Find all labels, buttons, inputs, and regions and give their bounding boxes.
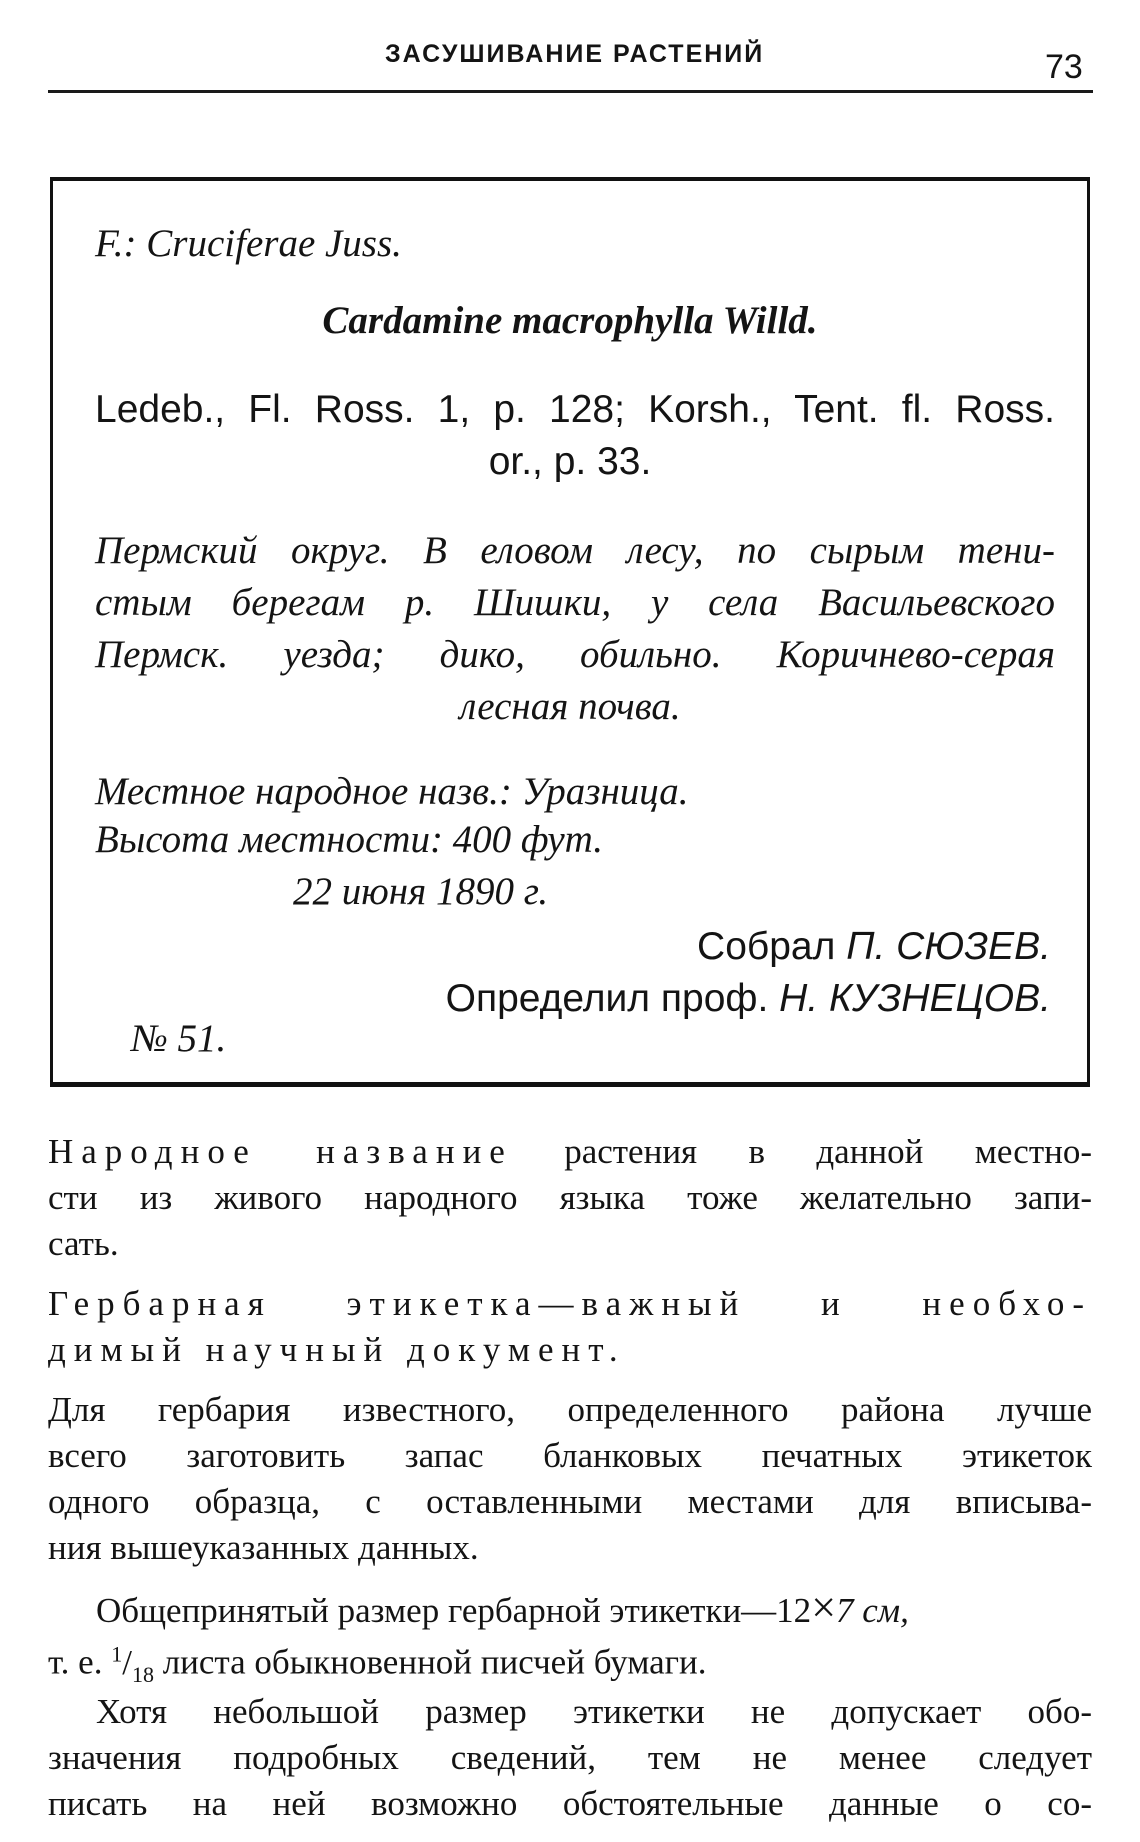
fraction-denominator: 18	[131, 1661, 154, 1687]
label-reference-line-1: Ledeb., Fl. Ross. 1, p. 128; Korsh., Tent. fl. Ross.	[95, 388, 1055, 431]
label-number: № 51.	[131, 1017, 227, 1060]
body-p3-line-3: одного образца, с оставленными местами для вписыва-	[48, 1482, 1092, 1521]
label-locality-line-3: Пермск. уезда; дико, обильно. Коричнево-серая	[95, 633, 1055, 676]
label-determined-by	[446, 977, 1051, 1021]
body-p4-text: Общепринятый размер гербарной этикетки—12	[96, 1591, 812, 1630]
body-p4-line-1	[96, 1583, 1092, 1633]
body-p5-line-2: значения подробных сведений, тем не менее следует	[48, 1738, 1092, 1777]
label-species: Cardamine macrophylla Willd.	[322, 299, 818, 342]
label-locality-line-4: лесная почва.	[459, 685, 681, 728]
body-p4-unit: см,	[862, 1591, 909, 1630]
label-reference-line-2: or., p. 33.	[488, 440, 652, 483]
body-p4-size-number: 7	[836, 1591, 854, 1630]
label-locality-line-1: Пермский округ. В еловом лесу, по сырым тени-	[95, 529, 1055, 572]
body-p1-line-1	[48, 1130, 1092, 1174]
fraction-numerator: 1	[111, 1641, 123, 1666]
label-collected-prefix: Собрал	[697, 925, 836, 968]
times-symbol: ×	[811, 1583, 837, 1632]
body-p1-line-3: сать.	[48, 1224, 119, 1263]
body-p5-line-1: Хотя небольшой размер этикетки не допускает обо-	[96, 1692, 1092, 1731]
body-p1-line-1-rest: растения в данной местно-	[564, 1132, 1092, 1171]
label-altitude: Высота местности: 400 фут.	[95, 818, 604, 861]
label-collected-by	[697, 925, 1051, 969]
body-p3-line-2: всего заготовить запас бланковых печатных этикеток	[48, 1436, 1092, 1475]
label-determiner-name: Н. КУЗНЕЦОВ.	[779, 977, 1051, 1020]
body-p3-line-4: ния вышеуказанных данных.	[48, 1528, 479, 1567]
body-p1-spaced-term: Народное название	[48, 1132, 513, 1171]
body-p3-line-1: Для гербария известного, определенного района лучше	[48, 1390, 1092, 1429]
body-p1-line-2: сти из живого народного языка тоже желательно запи-	[48, 1178, 1092, 1217]
label-locality-line-2: стым берегам р. Шишки, у села Васильевского	[95, 581, 1055, 624]
body-p4-ie: т. е.	[48, 1642, 103, 1682]
page-number: 73	[1045, 48, 1083, 86]
body-p2-line-1: Гербарная этикетка—важный и необхо-	[48, 1284, 1092, 1323]
label-determined-prefix: Определил проф.	[445, 977, 769, 1020]
running-head: ЗАСУШИВАНИЕ РАСТЕНИЙ	[385, 40, 765, 68]
fraction: $^1/_{18}$	[111, 1641, 154, 1687]
label-local-name: Местное народное назв.: Уразница.	[95, 770, 689, 813]
header-rule	[48, 90, 1093, 93]
label-date: 22 июня 1890 г.	[293, 870, 549, 913]
label-collector-name: П. СЮЗЕВ.	[846, 925, 1051, 968]
body-p4-line-2	[48, 1632, 1092, 1697]
body-p5-line-3: писать на ней возможно обстоятельные данные о со-	[48, 1784, 1092, 1823]
body-p4-line-2-rest: листа обыкновенной писчей бумаги.	[162, 1642, 707, 1682]
body-p2-line-2: димый научный документ.	[48, 1330, 626, 1369]
herbarium-label-box	[50, 177, 1090, 1087]
label-family: F.: Cruciferae Juss.	[95, 222, 402, 265]
